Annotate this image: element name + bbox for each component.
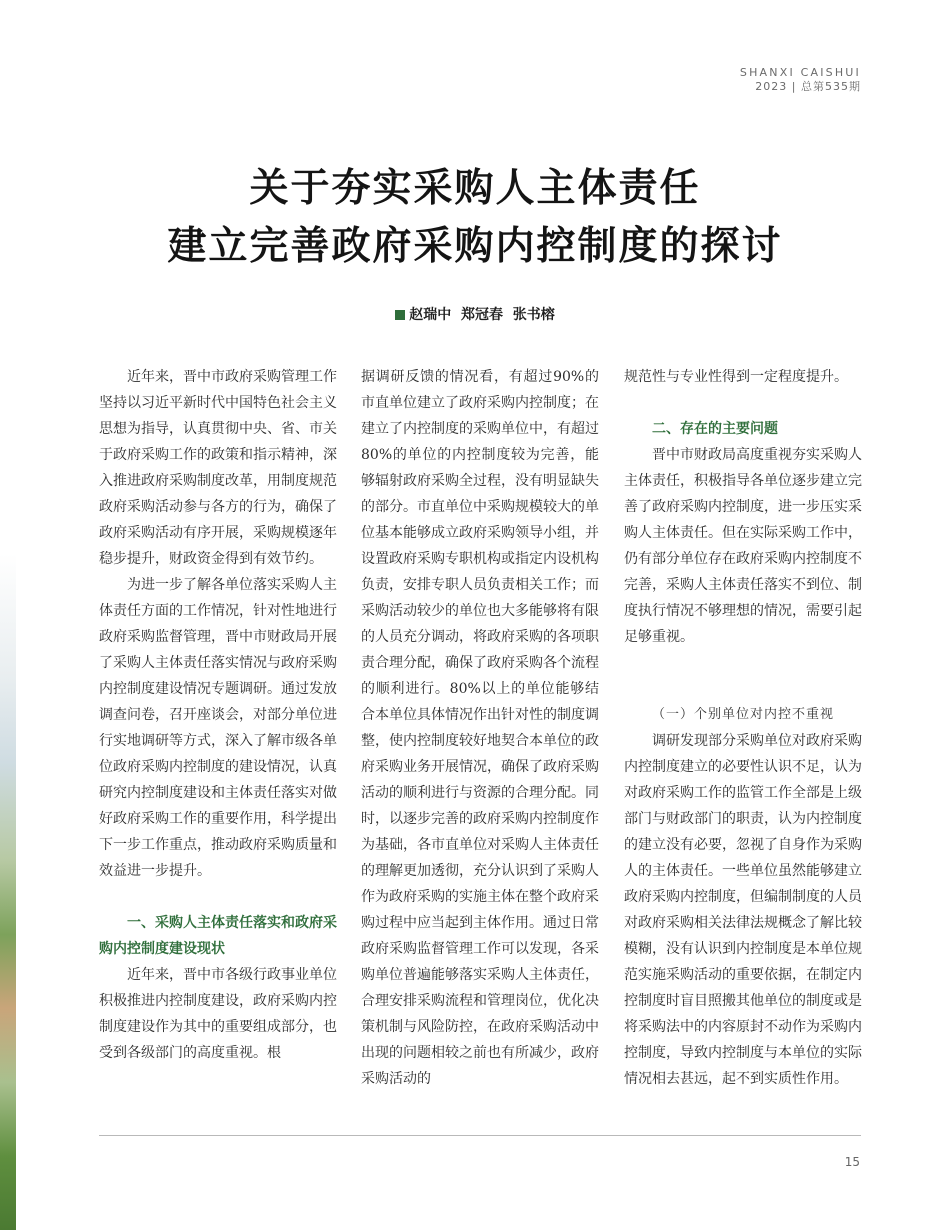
column-1: [99, 364, 337, 1066]
square-bullet-icon: [395, 310, 405, 320]
journal-name: SHANXI CAISHUI: [739, 66, 861, 79]
paragraph-not-valued: 调研发现部分采购单位对政府采购内控制度建立的必要性认识不足，认为对政府采购工作的监管工作全部是上级部门与财政部门的职责，认为内控制度的建立没有必要，忽视了自身作为采购人的主体责任。一些单位虽然能够建立政府采购内控制度，但编制制度的人员对政府采购相关法律法规概念了解比较模糊，没有认识到内控制度是本单位规范实施采购活动的重要依据，在制定内控制度时盲目照搬其他单位的制度或是将采购法中的内容原封不动作为采购内控制度，导致内控制度与本单位的实际情况相去甚远，起不到实质性作用。: [624, 733, 862, 1087]
section-heading-2: 二、存在的主要问题: [652, 421, 778, 437]
masthead: [740, 66, 861, 94]
authors: 赵瑞中 郑冠春 张书榕: [409, 307, 555, 323]
author-line: [0, 304, 950, 324]
paragraph-status-start: 近年来，晋中市各级行政事业单位积极推进内控制度建设，政府采购内控制度建设作为其中的重要组成部分，也受到各级部门的高度重视。根: [99, 967, 337, 1061]
title-line-2: 建立完善政府采购内控制度的探讨: [167, 224, 783, 269]
page-number: 15: [844, 1155, 860, 1169]
paragraph-intro: 近年来，晋中市政府采购管理工作坚持以习近平新时代中国特色社会主义思想为指导，认真贯彻中央、省、市关于政府采购工作的政策和指示精神，深入推进政府采购制度改革，用制度规范政府采购活动参与各方的行为，确保了政府采购活动有序开展，采购规模逐年稳步提升，财政资金得到有效节约。: [99, 369, 337, 567]
paragraph-problems: 晋中市财政局高度重视夯实采购人主体责任，积极指导各单位逐步建立完善了政府采购内控制度，进一步压实采购人主体责任。但在实际采购工作中，仍有部分单位存在政府采购内控制度不完善，采购人主体责任落实不到位、制度执行情况不够理想的情况，需要引起足够重视。: [624, 447, 862, 645]
paragraph-status-end: 规范性与专业性得到一定程度提升。: [624, 369, 848, 385]
paragraph-status-continued: 据调研反馈的情况看，有超过90%的市直单位建立了政府采购内控制度；在建立了内控制度的采购单位中，有超过80%的单位的内控制度较为完善，能够辐射政府采购全过程，没有明显缺失的部分。市直单位中采购规模较大的单位基本能够成立政府采购领导小组，并设置政府采购专职机构或指定内设机构负责，安排专职人员负责相关工作；而采购活动较少的单位也大多能够将有限的人员充分调动，将政府采购的各项职责合理分配，确保了政府采购各个流程的顺利进行。80%以上的单位能够结合本单位具体情况作出针对性的制度调整，使内控制度较好地契合本单位的政府采购业务开展情况，确保了政府采购活动的顺利进行与资源的合理分配。同时，以逐步完善的政府采购内控制度作为基础，各市直单位对采购人主体责任的理解更加透彻，充分认识到了采购人作为政府采购的实施主体在整个政府采购过程中应当起到主体作用。通过日常政府采购监督管理工作可以发现，各采购单位普遍能够落实采购人主体责任，合理安排采购流程和管理岗位，优化决策机制与风险防控，在政府采购活动中出现的问题相较之前也有所减少，政府采购活动的: [361, 369, 599, 1087]
section-heading-1: 一、采购人主体责任落实和政府采购内控制度建设现状: [99, 915, 337, 957]
column-3: [624, 364, 862, 1092]
footer-divider: [99, 1135, 861, 1136]
paragraph-survey: 为进一步了解各单位落实采购人主体责任方面的工作情况，针对性地进行政府采购监督管理，晋中市财政局开展了采购人主体责任落实情况与政府采购内控制度建设情况专题调研。通过发放调查问卷，召开座谈会，对部分单位进行实地调研等方式，深入了解市级各单位政府采购内控制度的建设情况，认真研究内控制度建设和主体责任落实对做好政府采购工作的重要作用，科学提出下一步工作重点，推动政府采购质量和效益进一步提升。: [99, 577, 337, 879]
article-title: [0, 160, 950, 276]
subsection-heading-1: （一）个别单位对内控不重视: [651, 707, 834, 722]
title-line-1: 关于夯实采购人主体责任: [249, 166, 701, 211]
column-2: [361, 364, 599, 1092]
issue-number: 2023 | 总第535期: [755, 80, 861, 93]
